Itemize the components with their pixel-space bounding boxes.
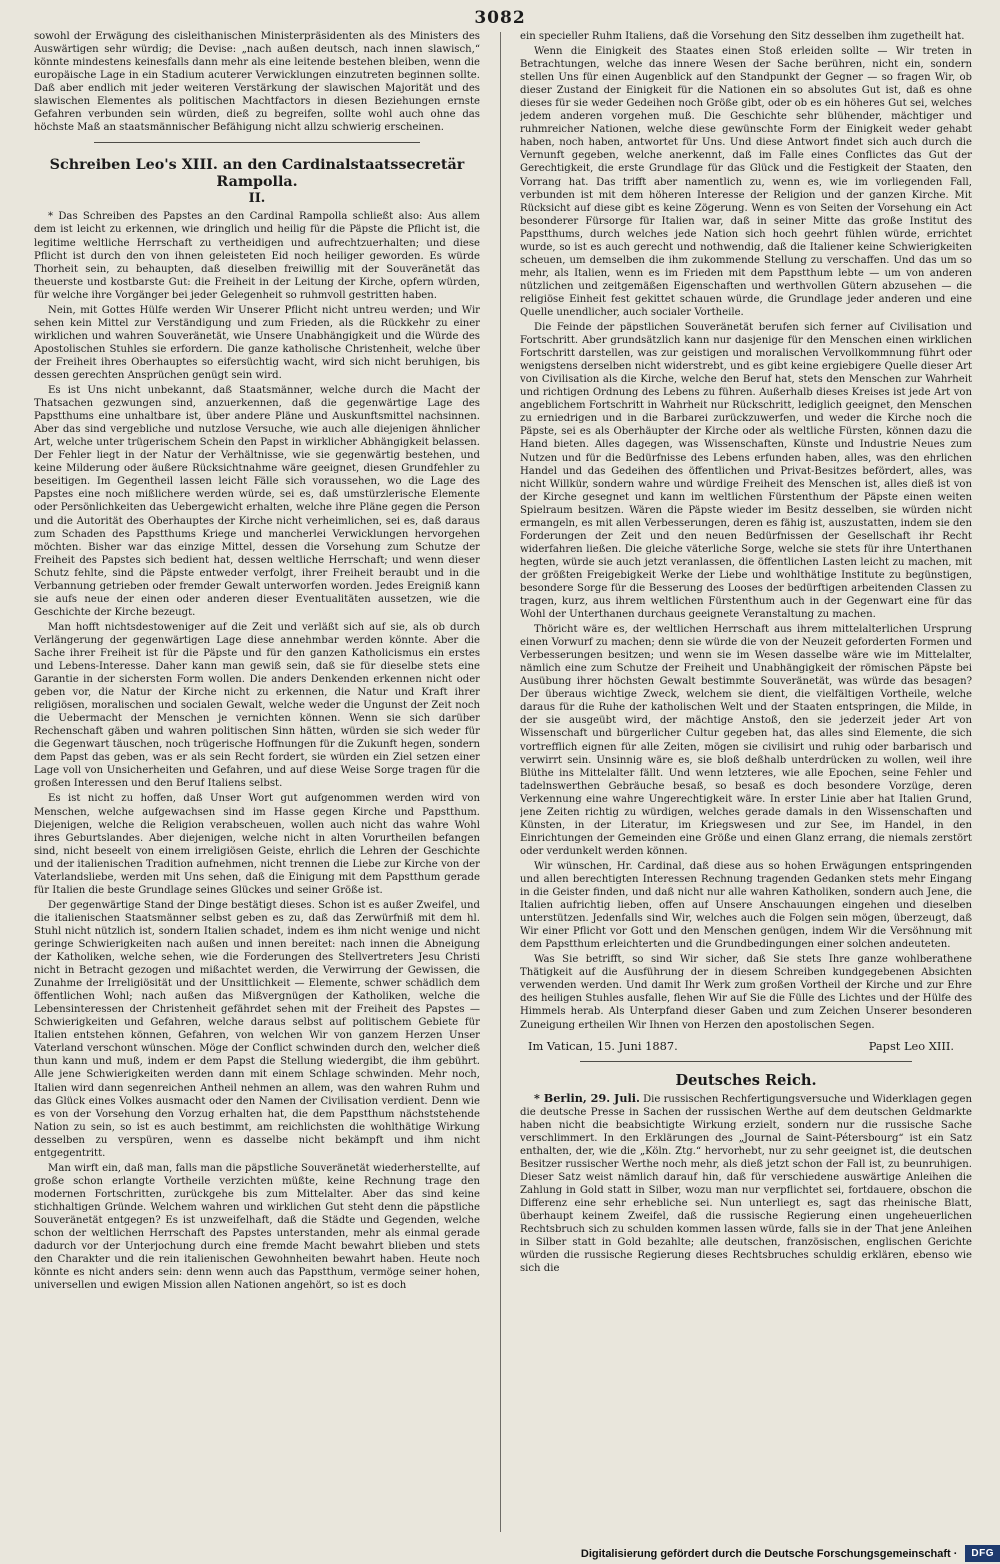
signature-line xyxy=(528,1040,954,1053)
article-paragraph: Was Sie betrifft, so sind Wir sicher, daß Sie stets Ihre ganze wohlberathene Thätigkeit auf die Ausführung der in diesem Schreiben kundgegebenen Absichten verwenden werden. Und damit Ihr Werk zum großen Vortheil der Kirche und zur Ehre des heiligen Stuhles ausfalle, flehen Wir auf Sie die Fülle des Lichtes und der Hülfe des Himmels herab. Als Unterpfand dieser Gaben und zum Zeichen Unserer besonderen Zuneigung ertheilen Wir Ihnen von Herzen den apostolischen Segen. xyxy=(520,954,972,1031)
signature-place-date: Im Vatican, 15. Juni 1887. xyxy=(528,1038,678,1053)
article-heading: Schreiben Leo's XIII. an den Cardinalstaatssecretär Rampolla. xyxy=(49,157,465,191)
footer xyxy=(579,1545,1000,1562)
column-divider xyxy=(500,32,501,1532)
news-paragraph xyxy=(520,1092,972,1276)
article-paragraph: Wir wünschen, Hr. Cardinal, daß diese aus so hohen Erwägungen entspringenden und allen berechtigten Interessen Rechnung tragenden Gedanken stets mehr Eingang in die Geister finden, und daß nicht nur alle wahren Katholiken, sondern auch Jene, die Italien aufrichtig lieben, offen auf Unsere Anschauungen eingehen und dieselben unterstützen. Jedenfalls sind Wir, welches auch die Folgen sein mögen, überzeugt, daß Wir einer Pflicht vor Gott und den Menschen genügen, indem Wir die Versöhnung mit dem Papstthum erleichterten und die Grundbedingungen einer solchen andeuteten. xyxy=(520,860,972,951)
section-rule xyxy=(94,142,420,143)
news-heading: Deutsches Reich. xyxy=(675,1071,817,1089)
section-rule xyxy=(580,1061,912,1062)
article-paragraph: Nein, mit Gottes Hülfe werden Wir Unserer Pflicht nicht untreu werden; und Wir sehen kein Mittel zur Verständigung und zum Frieden, als die Rückkehr zu einer wirklichen und wahren Souveränetät, wie Unsere Unabhängigkeit und die Würde des Apostolischen Stuhles sie erfordern. Die ganze katholische Christenheit, welche über der Freiheit ihres Oberhauptes so eifersüchtig wacht, wird sich nicht beruhigen, bis dessen gerechten Ansprüchen genügt sein wird. xyxy=(34,304,480,381)
article-paragraph: Thöricht wäre es, der weltlichen Herrschaft aus ihrem mittelalterlichen Ursprung einen Vorwurf zu machen; denn sie würde die von der Neuzeit geforderten Formen und Verbesserungen besitzen; und wenn sie im Wesen dasselbe wäre wie im Mittelalter, nämlich eine zum Schutze der Freiheit und Unabhängigkeit der römischen Päpste bei Ausübung ihrer höchsten Gewalt bestimmte Souveränetät, was würde das besagen? Der überaus wichtige Zweck, welchem sie dient, die vielfältigen Vortheile, welche daraus für die Ruhe der katholischen Welt und der Staaten entspringen, die Milde, in der sie ausgeübt wird, der mächtige Anstoß, den sie jederzeit jeder Art von Wissenschaft und bürgerlicher Cultur gegeben hat, das alles sind Elemente, die sich vortrefflich eignen für alle Zeiten, mögen sie civilisirt und ruhig oder barbarisch und verwirrt sein. Unsinnig wäre es, sie bloß deßhalb unterdrücken zu wollen, weil ihre Blüthe ins Mittelalter fällt. Und wenn letzteres, wie alle Epochen, seine Fehler und tadelnswerthen Gebräuche besaß, so besaß es doch besondere Vorzüge, deren Verkennung eine wahre Ungerechtigkeit wäre. In erster Linie aber hat Italien Grund, jene Zeiten richtig zu würdigen, welches gerade damals in den Wissenschaften und Künsten, in der Literatur, im Kriegswesen und zur See, im Handel, in den Einrichtungen der Gemeinden eine Größe und einen Glanz errang, die niemals zerstört oder verdunkelt werden können. xyxy=(520,624,972,857)
news-lead: * Berlin, 29. Juli. xyxy=(534,1090,640,1105)
article-paragraph: Wenn die Einigkeit des Staates einen Stoß erleiden sollte — Wir treten in Betrachtungen, welche das innere Wesen der Sache berühren, nicht ein, sondern stellen Uns für einen Augenblick auf den Standpunkt der Gegner — so fragen Wir, ob dieser Zustand der Einigkeit für die Nationen ein so absolutes Gut ist, daß es ohne dieses für sie weder Gedeihen noch Größe gibt, oder ob es ein höheres Gut sei, welches jedem anderen vorgehen muß. Die Geschichte sehr blühender, mächtiger und ruhmreicher Nationen, welche diese gewünschte Form der Einigkeit weder gehabt haben, noch haben, antwortet für Uns. Und diese Antwort findet sich auch durch die Vernunft gegeben, welche anerkennt, daß im Falle eines Conflictes das Gut der Gerechtigkeit, die erste Grundlage für das Glück und die Festigkeit der Staaten, den Vorrang hat. Das trifft aber namentlich zu, wenn es, wie im vorliegenden Fall, verbunden ist mit dem höheren Interesse der Religion und der ganzen Kirche. Mit Rücksicht auf diese gibt es keine Zögerung. Wenn es von Seiten der Vorsehung ein Act besonderer Fürsorge für Italien war, daß in seiner Mitte das große Institut des Papstthums, durch welches jede Nation sich hoch geehrt fühlen würde, errichtet wurde, so ist es auch gerecht und nothwendig, daß die Italiener keine Schwierigkeiten scheuen, um demselben die ihm zukommende Stellung zu verschaffen. Und das um so mehr, als Italien, wenn es im Frieden mit dem Papstthum lebte — um von anderen nützlichen und zeitgemäßen Eigenschaften und werthvollen Gütern abzusehen — die religiöse Einheit fest gekittet schauen würde, die Grundlage jeder anderen und eine Quelle unendlicher, auch socialer Vortheile. xyxy=(520,46,972,318)
article-paragraph: Der gegenwärtige Stand der Dinge bestätigt dieses. Schon ist es außer Zweifel, und die italienischen Staatsmänner selbst geben es zu, daß das Zerwürfniß mit dem hl. Stuhl nicht nützlich ist, sondern Italien schadet, indem es ihm nicht wenige und nicht geringe Schwierigkeiten nach außen und innen bereitet: nach innen die Abneigung der Katholiken, welche sehen, wie die Forderungen des Stellvertreters Jesu Christi nicht in Betracht gezogen und mißachtet werden, die Verwirrung der Gewissen, die Zunahme der Irreligiösität und der Unsittlichkeit — Elemente, schwer schädlich dem öffentlichen Wohl; nach außen das Mißvergnügen der Katholiken, welche die Lebensinteressen der Christenheit gefährdet sehen mit der Freiheit des Papstes — Schwierigkeiten und Gefahren, welche daraus selbst auf politischem Gebiete für Italien entstehen können, Gefahren, von welchen Wir von ganzem Herzen Unser Vaterland verschont wünschen. Möge der Conflict schwinden durch den, welcher dieß thun kann und muß, indem er dem Papst die Stellung wiedergibt, die ihm gebührt. Alle jene Schwierigkeiten werden dann mit einem Schlage schwinden. Mehr noch, Italien wird dann segenreichen Antheil nehmen an allem, was den wahren Ruhm und das Glück eines Volkes ausmacht oder den Namen der Civilisation verdient. Denn wie es von der Vorsehung den Vorzug erhalten hat, die dem Papstthum nächststehende Nation zu sein, so ist es auch bestimmt, am reichlichsten die wohlthätige Wirkung desselben zu verspüren, wenn es dasselbe nicht bekämpft und ihm nicht entgegentritt. xyxy=(34,899,480,1159)
signature-signer: Papst Leo XIII. xyxy=(868,1038,954,1053)
article-paragraph: Es ist Uns nicht unbekannt, daß Staatsmänner, welche durch die Macht der Thatsachen gezwungen sind, anzuerkennen, daß die gegenwärtige Lage des Papstthums eine unhaltbare ist, über andere Pläne und Auskunftsmittel nachsinnen. Aber das sind vergebliche und nutzlose Versuche, wie auch alle diejenigen ähnlicher Art, welche unter trügerischem Schein den Papst in wirklicher Abhängigkeit belassen. Der Fehler liegt in der Natur der Verhältnisse, wie sie gegenwärtig bestehen, und keine Milderung oder äußere Rücksichtnahme wäre geeignet, diesen Grundfehler zu beseitigen. Im Gegentheil lassen leicht Fälle sich voraussehen, wo die Lage des Papstes eine noch mißlichere werden würde, sei es, daß umstürzlerische Elemente oder Persönlichkeiten das Uebergewicht erhalten, welche ihre Pläne gegen die Person und die Autorität des Oberhauptes der Kirche nicht verheimlichen, sei es, daß daraus zum Schaden des Papstthums Kriege und mancherlei Verwicklungen hervorgehen möchten. Bisher war das einzige Mittel, dessen die Vorsehung zum Schutze der Freiheit des Papstes sich bedient hat, dessen weltliche Herrschaft; und wenn dieser Schutz fehlte, sind die Päpste entweder verfolgt, ihrer Freiheit beraubt und in die Verbannung getrieben oder fremder Gewalt unterworfen worden. Jedes Ereigniß kann sie aufs neue der einen oder anderen dieser Eventualitäten aussetzen, wie die Geschichte der Kirche bezeugt. xyxy=(34,385,480,618)
article-part: II. xyxy=(248,191,266,207)
article-paragraph: Man hofft nichtsdestoweniger auf die Zeit und verläßt sich auf sie, als ob durch Verlängerung der gegenwärtigen Lage diese annehmbar werden könnte. Aber die Sache ihrer Freiheit ist für die Päpste und für den ganzen Katholicismus ein erstes und Lebens-Interesse. Daher kann man gewiß sein, daß sie für dieselbe stets eine Garantie in der sichersten Form wollen. Die anders Denkenden erkennen nicht oder geben vor, die Natur der Kirche nicht zu erkennen, die Natur und Kraft ihrer religiösen, moralischen und socialen Gewalt, welche weder die Ungunst der Zeit noch die Uebermacht der Menschen je vernichten können. Wenn sie sich darüber Rechenschaft gäben und wahren politischen Sinn hätten, würden sie sich weder für die Gegenwart täuschen, noch trügerische Hoffnungen für die Zukunft hegen, sondern dem Papst das geben, was er als sein Recht fordert, sie würden ein Ziel setzen einer Lage voll von Unsicherheiten und Gefahren, und auf diese Weise Sorge tragen für die großen Interessen und den Beruf Italiens selbst. xyxy=(34,621,480,790)
left-column xyxy=(34,30,480,1540)
page-number: 3082 xyxy=(474,8,526,28)
dfg-logo: DFG xyxy=(965,1545,1000,1562)
article-paragraph: ein specieller Ruhm Italiens, daß die Vorsehung den Sitz desselben ihm zugetheilt hat. xyxy=(520,31,965,42)
right-column xyxy=(520,30,972,1540)
article-paragraph: Es ist nicht zu hoffen, daß Unser Wort gut aufgenommen werden wird von Menschen, welche aufgewachsen sind im Hasse gegen Kirche und Papstthum. Diejenigen, welche die Religion verabscheuen, wollen auch nicht das wahre Wohl ihres Geburtslandes. Aber diejenigen, welche nicht in alten Vorurtheilen befangen sind, nicht beseelt von einem irreligiösen Geiste, ehrlich die Lehren der Geschichte und der italienischen Tradition aufnehmen, nicht trennen die Liebe zur Kirche von der Vaterlandsliebe, werden mit Uns sehen, daß die Einigung mit dem Papstthum gerade für Italien die beste Grundlage seines Glückes und seiner Größe ist. xyxy=(34,793,480,896)
article-paragraph: Die Feinde der päpstlichen Souveränetät berufen sich ferner auf Civilisation und Fortschritt. Aber grundsätzlich kann nur dasjenige für den Menschen einen wirklichen Fortschritt darstellen, was zur geistigen und moralischen Vervollkommnung führt oder wenigstens derselben nicht widerstrebt, und es gibt keine ergiebigere Quelle dieser Art von Civilisation als die Kirche, welche den Beruf hat, stets den Menschen zur Wahrheit und richtigen Ordnung des Lebens zu führen. Außerhalb dieses Kreises ist jede Art von angeblichem Fortschritt in Wahrheit nur Rückschritt, lediglich geeignet, den Menschen zu erniedrigen und in die Barbarei zurückzuwerfen, und weder die Kirche noch die Päpste, sei es als Oberhäupter der Kirche oder als weltliche Fürsten, können dazu die Hand bieten. Alles dagegen, was Wissenschaften, Künste und Industrie Neues zum Nutzen und für die Bedürfnisse des Lebens erfunden haben, alles, was den ehrlichen Handel und das Gedeihen des öffentlichen und Privat-Besitzes befördert, alles, was nicht Willkür, sondern wahre und würdige Freiheit des Menschen ist, alles dieß ist von der Kirche gesegnet und kann im weltlichen Fürstenthum der Päpste einen weiten Spielraum besitzen. Wären die Päpste wieder im Besitz desselben, sie würden nicht ermangeln, es mit allen Verbesserungen, deren es fähig ist, auszustatten, indem sie den Forderungen der Zeit und den neuen Bedürfnissen der Gesellschaft ihr Recht widerfahren ließen. Die gleiche väterliche Sorge, welche sie stets für ihre Unterthanen hegten, würde sie auch jetzt veranlassen, die öffentlichen Lasten leicht zu machen, mit der größten Freigebigkeit Werke der Liebe und wohlthätige Institute zu begünstigen, besondere Sorge für die Besserung des Looses der bedürftigen arbeitenden Classen zu tragen, kurz, aus ihrem weltlichen Fürstenthum auch in der Gegenwart eine für das Wohl der Unterthanen durchaus geeignete Veranstaltung zu machen. xyxy=(520,322,972,621)
intro-paragraph: sowohl der Erwägung des cisleithanischen Ministerpräsidenten als des Ministers des Auswärtigen sehr würdig; die Devise: „nach außen deutsch, nach innen slawisch,“ könnte mindestens keinesfalls dann mehr als eine leitende bestehen bleiben, wenn die europäische Lage in ein Stadium acuterer Verwicklungen einzutreten beginnen sollte. Daß aber endlich mit jeder weiteren Verstärkung der slawischen Majorität und des slawischen Elementes als politischen Machtfactors in diesen Beziehungen ernste Gefahren verbunden sein würden, dieß zu begreifen, sollte wohl auch ohne das höchste Maß an staatsmännischer Befähigung nicht allzu schwierig erscheinen. xyxy=(34,31,480,134)
article-paragraph: Man wirft ein, daß man, falls man die päpstliche Souveränetät wiederherstellte, auf große schon erlangte Vortheile verzichten müßte, keine Rechnung trage den modernen Fortschritten, zurückgehe bis zum Mittelalter. Aber das sind keine stichhaltigen Gründe. Welchem wahren und wirklichen Gut steht denn die päpstliche Souveränetät entgegen? Es ist unzweifelhaft, daß die Städte und Gegenden, welche schon der weltlichen Herrschaft des Papstes unterstanden, mehr als einmal gerade dadurch vor der Unterjochung durch eine fremde Macht bewahrt blieben und stets den Charakter und die rein italienischen Gewohnheiten bewahrt haben. Heute noch könnte es nicht anders sein: denn wenn auch das Papstthum, vermöge seiner hohen, universellen und ewigen Mission allen Nationen angehört, so ist es doch xyxy=(34,1162,480,1292)
footer-credit: Digitalisierung gefördert durch die Deutsche Forschungsgemeinschaft · xyxy=(580,1547,958,1560)
news-text: Die russischen Rechfertigungsversuche und Widerklagen gegen die deutsche Presse in Sachen der russischen Werthe auf dem deutschen Geldmarkte haben nicht die beabsichtigte Wirkung erzielt, sondern nur die russische Sache verschlimmert. In den Erklärungen des „Journal de Saint-Pétersbourg“ ist ein Satz enthalten, der, wie die „Köln. Ztg.“ hervorhebt, nur zu sehr geeignet ist, die deutschen Besitzer russischer Werthe noch mehr, als dieß jetzt schon der Fall ist, zu beunruhigen. Dieser Satz weist nämlich darauf hin, daß für verschiedene auswärtige Anleihen die Zahlung in Gold statt in Silber, wozu man nur verpflichtet sei, fortdauere, obschon die Differenz eine sehr erhebliche sei. Nun unterliegt es, sagt das rheinische Blatt, überhaupt keinem Zweifel, daß die russische Regierung einen ungeheuerlichen Rechtsbruch sich zu schulden kommen lassen würde, falls sie in der That jene Anleihen in Silber statt in Gold bezahlte; alle deutschen, französischen, englischen Gerichte würden die russische Regierung dieses Rechtsbruches schuldig erklären, ebenso wie sich die xyxy=(520,1093,972,1275)
article-paragraph: * Das Schreiben des Papstes an den Cardinal Rampolla schließt also: Aus allem dem ist leicht zu erkennen, wie dringlich und heilig für die Päpste die Pflicht ist, die legitime weltliche Herrschaft zu vertheidigen und aufrechtzuerhalten; und diese Pflicht ist durch den von ihnen geleisteten Eid noch heiliger geworden. Es würde Thorheit sein, zu behaupten, daß dieselben freiwillig mit der Souveränetät das theuerste und kostbarste Gut: die Freiheit in der Leitung der Kirche, opfern würden, für welche ihre Vorgänger bei jeder Gelegenheit so ruhmvoll gestritten haben. xyxy=(34,211,480,301)
